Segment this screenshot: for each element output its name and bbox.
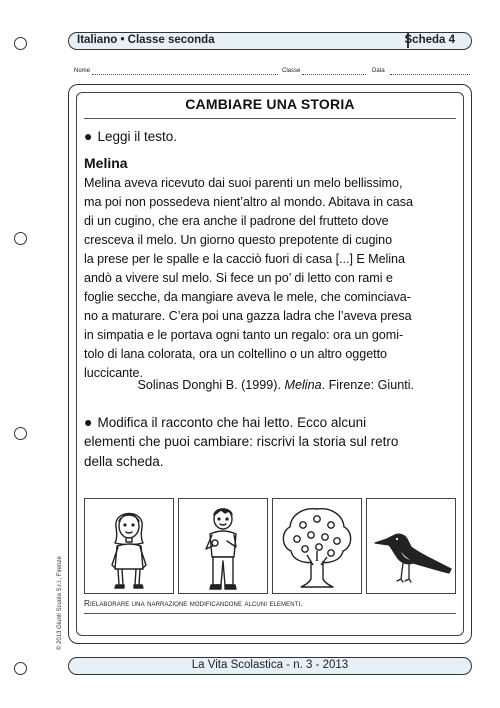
story-line: tolo di lana colorata, ora un coltellino o un altro oggetto	[84, 347, 388, 361]
name-field[interactable]	[92, 74, 278, 75]
bullet-icon: ●	[84, 128, 93, 144]
binder-hole-bottom	[14, 662, 27, 675]
name-label: Nome	[74, 68, 91, 74]
boy-icon	[179, 499, 267, 593]
story-line: di un cugino, che era anche il padrone del frutteto dove	[84, 214, 389, 228]
story-line: cresceva il melo. Un giorno questo prepotente di cugino	[84, 233, 393, 247]
story-line: Melina aveva ricevuto dai suoi parenti un melo bellissimo,	[84, 176, 403, 190]
instruction-modify-line: della scheda.	[84, 454, 164, 469]
binder-hole-lower	[14, 427, 27, 440]
caption-underline	[84, 613, 456, 614]
date-label: Data	[372, 68, 385, 74]
story-line: andò a vivere sul melo. Si fece un po’ di letto con rami e	[84, 271, 393, 285]
illustration-row	[84, 498, 456, 594]
story-line: ma poi non possedeva nient’altro al mondo. Abitava in casa	[84, 195, 413, 209]
title-area	[84, 96, 456, 112]
objective-caption: Rielaborare una narrazione modificandone alcuni elementi.	[84, 599, 303, 608]
magpie-icon	[367, 499, 455, 593]
story-line: la prese per le spalle e la cacciò fuori di casa [...] E Melina	[84, 252, 405, 266]
instruction-modify	[84, 414, 366, 430]
class-field[interactable]	[302, 74, 366, 75]
copyright-note: © 2013 Giunti Scuola S.r.l., Firenze	[57, 556, 63, 650]
girl-illustration	[84, 498, 174, 594]
instruction-modify-line: elementi che puoi cambiare: riscrivi la storia sul retro	[84, 434, 399, 449]
magpie-illustration	[366, 498, 456, 594]
footer-text: La Vita Scolastica - n. 3 - 2013	[191, 659, 349, 671]
instruction-modify-line: Modifica il racconto che hai letto. Ecco alcuni	[97, 415, 367, 430]
title-underline	[84, 118, 456, 119]
date-field[interactable]	[390, 74, 470, 75]
class-label: Classe	[282, 68, 301, 74]
story-title: Melina	[84, 155, 128, 171]
binder-hole-top	[14, 37, 27, 50]
story-line: luccicante.	[84, 366, 143, 380]
boy-illustration	[178, 498, 268, 594]
header-bar	[68, 32, 472, 50]
sheet-label: Scheda 4	[404, 34, 455, 46]
worksheet-title: CAMBIARE UNA STORIA	[185, 96, 355, 112]
source-author: Solinas Donghi B. (1999).	[137, 378, 281, 392]
subject-label: Italiano • Classe seconda	[77, 34, 215, 46]
instruction-read	[84, 128, 177, 144]
story-source	[137, 378, 414, 392]
bullet-icon: ●	[84, 414, 93, 430]
story-line: foglie secche, da mangiare aveva le mele, che cominciava-	[84, 290, 411, 304]
story-line: no a maturare. C’era poi una gazza ladra che l’aveva presa	[84, 309, 412, 323]
footer-bar	[68, 657, 472, 675]
apple-tree-illustration	[272, 498, 362, 594]
apple-tree-icon	[273, 499, 361, 593]
binder-hole-upper	[14, 232, 27, 245]
story-line: in simpatia e le portava ogni tanto un regalo: ora un gomi-	[84, 328, 404, 342]
instruction-read-text: Leggi il testo.	[97, 129, 178, 144]
source-publisher: . Firenze: Giunti.	[321, 378, 414, 392]
source-title: Melina	[284, 378, 322, 392]
girl-icon	[85, 499, 173, 593]
